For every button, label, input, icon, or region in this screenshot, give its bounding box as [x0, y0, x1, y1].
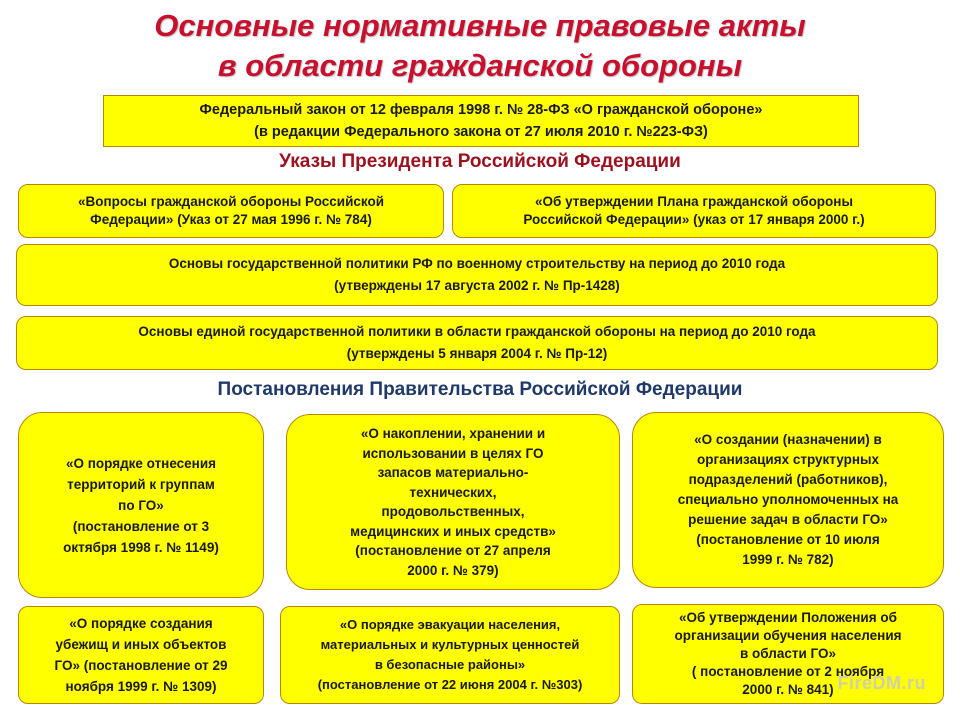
- resolution-box-1: [18, 412, 264, 598]
- resolution-1-line: (постановление от 3: [72, 518, 210, 534]
- resolution-box-3: [632, 412, 944, 588]
- federal-law-line-2: (в редакции Федерального закона от 27 июля 2010 г. №223-ФЗ): [254, 124, 708, 140]
- resolution-5-line: (постановление от 22 июня 2004 г. №303): [317, 677, 583, 692]
- resolution-box-5: [280, 606, 620, 704]
- decree-1-line-1: «Вопросы гражданской обороны Российской: [77, 194, 385, 209]
- resolution-4-line: ноября 1999 г. № 1309): [65, 679, 217, 694]
- federal-law-line-1: Федеральный закон от 12 февраля 1998 г. № 28-ФЗ «О гражданской обороне»: [199, 102, 763, 118]
- resolution-3-line: (постановление от 10 июля: [696, 532, 880, 547]
- resolution-box-2: [286, 414, 620, 590]
- resolution-6-line: 2000 г. № 841): [742, 682, 834, 697]
- president-decrees-heading: Указы Президента Российской Федерации: [279, 151, 681, 172]
- resolution-box-4: [18, 606, 264, 704]
- resolution-4-line: убежищ и иных объектов: [55, 637, 227, 652]
- resolution-2-line: медицинских и иных средств»: [350, 523, 556, 539]
- decree-1-line-2: Федерации» (Указ от 27 мая 1996 г. № 784): [90, 212, 372, 227]
- resolution-6-line: организации обучения населения: [674, 628, 902, 643]
- title-line-2: в области гражданской обороны: [217, 48, 743, 83]
- resolution-6-line: в области ГО»: [739, 646, 837, 661]
- policy-box-2: [16, 316, 938, 370]
- decree-2-line-1: «Об утверждении Плана гражданской обороны: [534, 194, 853, 209]
- resolution-2-line: (постановление от 27 апреля: [355, 543, 551, 558]
- resolution-1-line: территорий к группам: [67, 476, 215, 492]
- resolution-2-line: технических,: [409, 484, 497, 500]
- resolution-3-line: решение задач в области ГО»: [688, 512, 888, 527]
- decree-box-2: [452, 184, 936, 238]
- resolution-3-line: организациях структурных: [696, 452, 880, 467]
- government-resolutions-heading: Постановления Правительства Российской Федерации: [217, 379, 743, 400]
- resolution-3-line: «О создании (назначении) в: [694, 432, 882, 447]
- policy-2-line-1: Основы единой государственной политики в области гражданской обороны на период до 2010 года: [138, 324, 816, 339]
- slide-title: [0, 6, 960, 86]
- resolution-2-line: использовании в целях ГО: [362, 445, 544, 461]
- site-watermark: FireDM.ru: [837, 673, 926, 693]
- resolution-5-line: материальных и культурных ценностей: [320, 637, 580, 652]
- resolution-1-line: по ГО»: [118, 497, 164, 513]
- title-line-1: Основные нормативные правовые акты: [154, 8, 806, 43]
- resolution-5-line: «О порядке эвакуации населения,: [339, 617, 561, 632]
- resolution-1-line: «О порядке отнесения: [65, 455, 217, 471]
- policy-box-1: [16, 244, 938, 306]
- resolution-4-line: «О порядке создания: [69, 616, 213, 631]
- policy-2-line-2: (утверждены 5 января 2004 г. № Пр-12): [346, 346, 608, 361]
- resolution-6-line: «Об утверждении Положения об: [679, 610, 897, 625]
- resolution-1-line: октября 1998 г. № 1149): [63, 539, 219, 555]
- resolution-6-line: ( постановление от 2 ноября: [691, 664, 885, 679]
- resolution-3-line: 1999 г. № 782): [742, 552, 834, 567]
- policy-1-line-2: (утверждены 17 августа 2002 г. № Пр-1428): [334, 278, 620, 293]
- resolution-3-line: специально уполномоченных на: [677, 492, 899, 507]
- resolution-2-line: 2000 г. № 379): [407, 562, 499, 578]
- decree-2-line-2: Российской Федерации» (указ от 17 января 2000 г.): [523, 212, 865, 227]
- policy-1-line-1: Основы государственной политики РФ по военному строительству на период до 2010 года: [168, 256, 786, 271]
- decree-box-1: [18, 184, 444, 238]
- resolution-2-line: продовольственных,: [381, 504, 525, 519]
- resolution-5-line: в безопасные районы»: [374, 657, 526, 672]
- resolution-2-line: запасов материально-: [377, 465, 529, 480]
- resolution-4-line: ГО» (постановление от 29: [54, 658, 228, 673]
- federal-law-box: [103, 95, 859, 147]
- resolution-3-line: подразделений (работников),: [688, 472, 888, 487]
- resolution-2-line: «О накоплении, хранении и: [360, 426, 546, 441]
